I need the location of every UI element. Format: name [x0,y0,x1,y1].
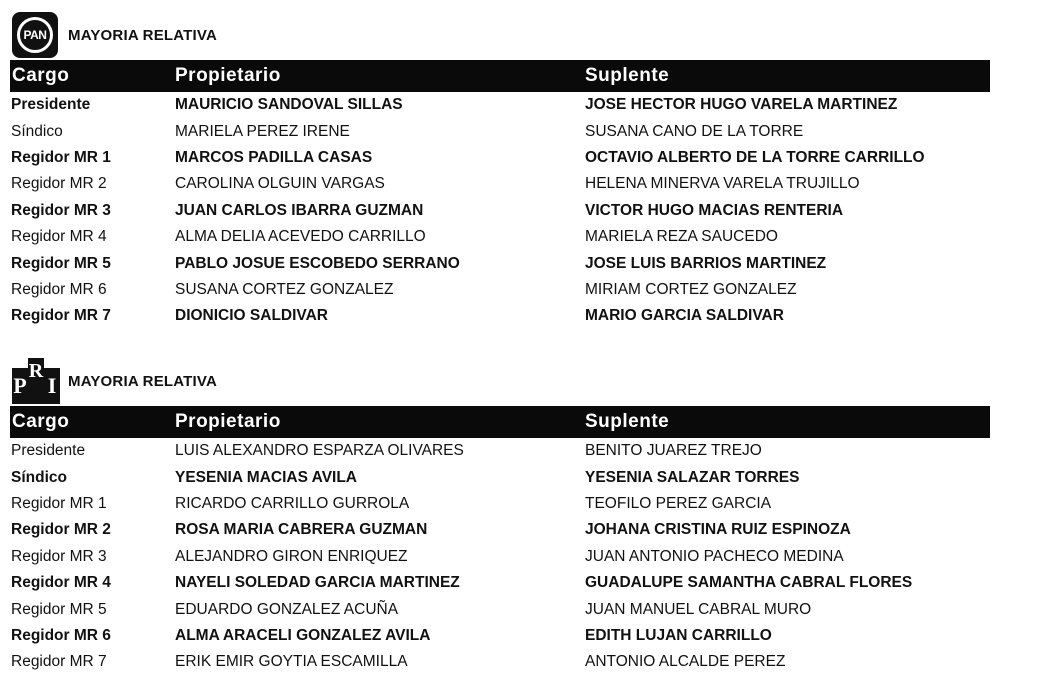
pri-logo-letter: R [28,358,44,404]
cell-cargo: Regidor MR 2 [11,521,111,539]
cell-cargo: Regidor MR 7 [11,653,107,671]
table-row [10,250,990,276]
cell-cargo: Regidor MR 5 [11,600,107,618]
cell-cargo: Regidor MR 1 [11,148,111,166]
cell-cargo: Síndico [11,468,67,486]
table-row [10,623,990,649]
pri-logo [12,358,60,404]
cell-cargo: Síndico [11,122,63,140]
cell-cargo: Regidor MR 5 [11,254,111,272]
cell-cargo: Regidor MR 7 [11,307,111,325]
cell-cargo: Regidor MR 6 [11,280,107,298]
section-title: MAYORIA RELATIVA [68,26,218,44]
cell-cargo: Regidor MR 3 [11,201,111,219]
cell-propietario: PABLO JOSUE ESCOBEDO SERRANO [175,254,460,272]
table-body [10,92,990,330]
cell-propietario: MARIELA PEREZ IRENE [175,122,350,140]
cell-suplente: ANTONIO ALCALDE PEREZ [585,653,786,671]
table-row [10,277,990,303]
header-propietario: Propietario [175,65,281,86]
table-row [10,544,990,570]
cell-cargo: Presidente [11,442,86,460]
cell-propietario: JUAN CARLOS IBARRA GUZMAN [175,201,424,219]
table-header [10,406,990,438]
cell-propietario: DIONICIO SALDIVAR [175,307,328,325]
cell-suplente: MARIELA REZA SAUCEDO [585,228,778,246]
table-row [10,570,990,596]
cell-propietario: ALEJANDRO GIRON ENRIQUEZ [175,547,408,565]
cell-propietario: CAROLINA OLGUIN VARGAS [175,175,385,193]
cell-suplente: JOSE LUIS BARRIOS MARTINEZ [585,254,827,272]
cell-propietario: RICARDO CARRILLO GURROLA [175,494,410,512]
cell-cargo: Regidor MR 2 [11,175,107,193]
table-row [10,118,990,144]
table-row [10,145,990,171]
pri-logo-letter: P [12,368,28,404]
cell-suplente: MIRIAM CORTEZ GONZALEZ [585,280,797,298]
cell-propietario: ALMA DELIA ACEVEDO CARRILLO [175,228,426,246]
pan-logo [12,12,58,58]
cell-suplente: JUAN MANUEL CABRAL MURO [585,600,812,618]
pri-logo-letter: I [44,368,60,404]
header-suplente: Suplente [585,411,670,432]
section-heading [10,10,990,60]
cell-suplente: JOHANA CRISTINA RUIZ ESPINOZA [585,521,851,539]
cell-suplente: GUADALUPE SAMANTHA CABRAL FLORES [585,574,913,592]
cell-propietario: MARCOS PADILLA CASAS [175,148,373,166]
cell-suplente: MARIO GARCIA SALDIVAR [585,307,784,325]
cell-suplente: EDITH LUJAN CARRILLO [585,626,772,644]
header-cargo: Cargo [12,65,70,86]
cell-suplente: OCTAVIO ALBERTO DE LA TORRE CARRILLO [585,148,925,166]
table-row [10,517,990,543]
header-propietario: Propietario [175,411,281,432]
pan-logo-text: PAN [17,17,53,53]
cell-suplente: JUAN ANTONIO PACHECO MEDINA [585,547,844,565]
cell-suplente: SUSANA CANO DE LA TORRE [585,122,804,140]
cell-cargo: Regidor MR 1 [11,494,107,512]
cell-propietario: LUIS ALEXANDRO ESPARZA OLIVARES [175,442,464,460]
cell-cargo: Regidor MR 4 [11,228,107,246]
table-row [10,92,990,118]
cell-cargo: Regidor MR 6 [11,626,111,644]
header-suplente: Suplente [585,65,670,86]
table-row [10,224,990,250]
cell-cargo: Regidor MR 4 [11,574,111,592]
cell-suplente: VICTOR HUGO MACIAS RENTERIA [585,201,844,219]
cell-suplente: TEOFILO PEREZ GARCIA [585,494,772,512]
cell-propietario: EDUARDO GONZALEZ ACUÑA [175,600,399,618]
cell-suplente: JOSE HECTOR HUGO VARELA MARTINEZ [585,96,898,114]
cell-suplente: HELENA MINERVA VARELA TRUJILLO [585,175,860,193]
cell-cargo: Presidente [11,96,91,114]
pri-section [10,356,990,676]
cell-propietario: ROSA MARIA CABRERA GUZMAN [175,521,428,539]
table-row [10,171,990,197]
table-row [10,596,990,622]
cell-propietario: MAURICIO SANDOVAL SILLAS [175,96,403,114]
cell-propietario: ERIK EMIR GOYTIA ESCAMILLA [175,653,408,671]
table-header [10,60,990,92]
table-row [10,198,990,224]
table-row [10,303,990,329]
section-heading [10,356,990,406]
table-row [10,438,990,464]
header-cargo: Cargo [12,411,70,432]
cell-propietario: YESENIA MACIAS AVILA [175,468,357,486]
section-title: MAYORIA RELATIVA [68,372,218,390]
table-row [10,464,990,490]
cell-suplente: BENITO JUAREZ TREJO [585,442,762,460]
cell-propietario: NAYELI SOLEDAD GARCIA MARTINEZ [175,574,460,592]
cell-suplente: YESENIA SALAZAR TORRES [585,468,800,486]
table-row [10,491,990,517]
table-row [10,649,990,675]
cell-propietario: ALMA ARACELI GONZALEZ AVILA [175,626,431,644]
cell-cargo: Regidor MR 3 [11,547,107,565]
table-body [10,438,990,676]
cell-propietario: SUSANA CORTEZ GONZALEZ [175,280,394,298]
pan-section [10,10,990,330]
